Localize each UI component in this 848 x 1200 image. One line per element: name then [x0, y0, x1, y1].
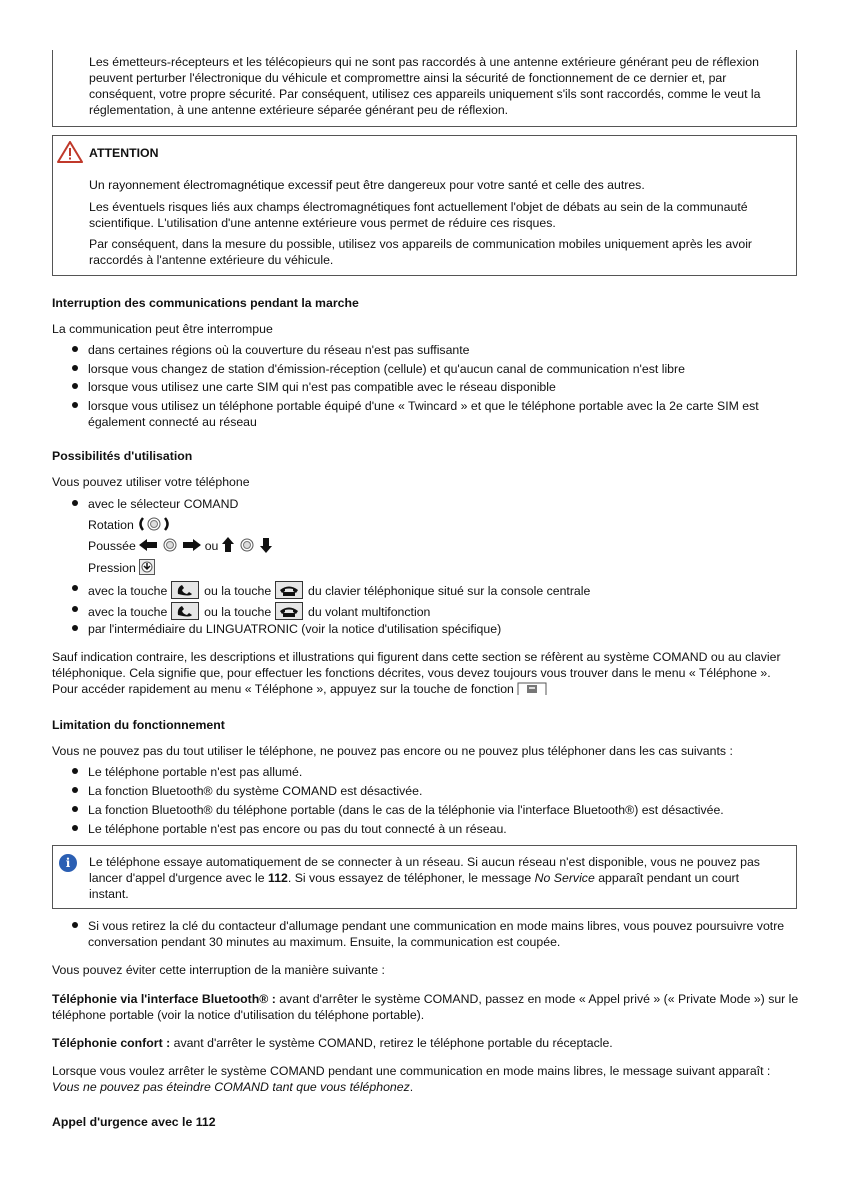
list-item: Si vous retirez la clé du contacteur d'allumage pendant une communication en mode mains libres, vous pouvez poursuivre votre conversation pendant 30 minutes au maximum. Ensuite, la communication est coupée. [88, 919, 785, 949]
list-item: lorsque vous utilisez un téléphone portable équipé d'une « Twincard » et que le téléphone portable avec la 2e carte SIM est également connecté au réseau [88, 399, 759, 429]
section-heading-possibilites: Possibilités d'utilisation [52, 449, 193, 463]
possibilites-intro: Vous pouvez utiliser votre téléphone [52, 475, 250, 489]
end-call-key-icon [275, 602, 303, 620]
top-note-text: Les émetteurs-récepteurs et les télécopieurs qui ne sont pas raccordés à une antenne extérieure générant peu de réflexion peuvent perturber l'électronique du véhicule et compromettre ainsi la sécurité de fonctionnement de ce dernier et, par conséquent, votre propre sécurité. Par conséquent, utilisez ces appareils uniquement s'ils sont raccordés, comme le veut la réglementation, à une antenne extérieure séparée générant peu de réflexion. [89, 55, 761, 117]
controller-rotate-icon [137, 516, 171, 532]
top-note-box [52, 50, 797, 127]
bullet [72, 787, 78, 793]
info-icon: i [59, 854, 77, 872]
comfort-paragraph: Téléphonie confort : avant d'arrêter le système COMAND, retirez le téléphone portable du réceptacle. [52, 1036, 613, 1050]
phone-function-key-icon [517, 682, 547, 696]
list-item [88, 602, 800, 620]
section-heading-interruption: Interruption des communications pendant la marche [52, 296, 359, 310]
bullet [72, 402, 78, 408]
bullet [72, 806, 78, 812]
poussee-label: Poussée [88, 539, 136, 553]
comfort-label: Téléphonie confort : [52, 1036, 171, 1050]
bullet [72, 585, 78, 591]
bullet [72, 365, 78, 371]
bullet [72, 922, 78, 928]
rotation-line [88, 516, 800, 533]
item-text: avec la touche [88, 605, 168, 619]
attention-box [52, 135, 797, 276]
controller-slide-up-down-icon [222, 537, 272, 553]
bullet [72, 825, 78, 831]
bullet [72, 383, 78, 389]
rotation-label: Rotation [88, 518, 134, 532]
pression-line [88, 559, 800, 576]
bullet [72, 625, 78, 631]
pression-label: Pression [88, 561, 136, 575]
list-item: La fonction Bluetooth® du téléphone portable (dans le cas de la téléphonie via l'interface Bluetooth®) est désactivée. [88, 803, 724, 817]
controller-slide-left-right-icon [139, 537, 201, 553]
list-item: avec le sélecteur COMAND [88, 497, 239, 511]
list-item: La fonction Bluetooth® du système COMAND est désactivée. [88, 784, 423, 798]
paragraph-text: Sauf indication contraire, les descriptions et illustrations qui figurent dans cette section se réfèrent au système COMAND ou au clavier téléphonique. Cela signifie que, pour effectuer les fonctions décrites, vous devez toujours vous trouver dans le menu « Téléphone ». Pour accéder rapidement au menu « Téléphone », appuyez sur la touche de fonction [52, 650, 781, 696]
warning-triangle-icon [57, 141, 83, 163]
list-item: Le téléphone portable n'est pas encore ou pas du tout connecté à un réseau. [88, 822, 507, 836]
interruption-intro: La communication peut être interrompue [52, 322, 273, 336]
bluetooth-label: Téléphonie via l'interface Bluetooth® : [52, 992, 276, 1006]
bullet [72, 346, 78, 352]
stop-message: Vous ne pouvez pas éteindre COMAND tant que vous téléphonez [52, 1080, 410, 1094]
call-key-icon [171, 581, 199, 599]
info-text: Le téléphone essaye automatiquement de se connecter à un réseau. Si aucun réseau n'est disponible, vous ne pouvez pas lancer d'appel d'urgence avec le 112. Si vous essayez de téléphoner, le message No Service apparaît pendant un court instant. [89, 855, 760, 901]
attention-paragraph: Par conséquent, dans la mesure du possible, utilisez vos appareils de communication mobiles uniquement après les avoir raccordés à l'antenne extérieure du véhicule. [89, 237, 753, 267]
list-item [88, 581, 800, 599]
item-text: du clavier téléphonique situé sur la console centrale [308, 584, 591, 598]
limitation-intro: Vous ne pouvez pas du tout utiliser le téléphone, ne pouvez pas encore ou ne pouvez plus téléphoner dans les cas suivants : [52, 744, 733, 758]
item-text: avec la touche [88, 584, 168, 598]
attention-paragraph: Les éventuels risques liés aux champs électromagnétiques font actuellement l'objet de débats au sein de la communauté scientifique. L'utilisation d'une antenne extérieure vous permet de réduire ces risques. [89, 200, 748, 230]
bullet [72, 500, 78, 506]
list-item: lorsque vous changez de station d'émission-réception (cellule) et qu'aucun canal de communication n'est libre [88, 362, 685, 376]
stop-paragraph: Lorsque vous voulez arrêter le système COMAND pendant une communication en mode mains libres, le message suivant apparaît : Vous ne pouvez pas éteindre COMAND tant que vous téléphonez. [52, 1064, 771, 1094]
list-item: lorsque vous utilisez une carte SIM qui n'est pas compatible avec le réseau disponible [88, 380, 556, 394]
controller-press-icon [139, 559, 155, 575]
end-call-key-icon [275, 581, 303, 599]
list-item: par l'intermédiaire du LINGUATRONIC (voir la notice d'utilisation spécifique) [88, 622, 502, 636]
poussee-line [88, 537, 800, 554]
item-text: ou la touche [204, 605, 272, 619]
info-box [52, 845, 797, 909]
attention-paragraph: Un rayonnement électromagnétique excessif peut être dangereux pour votre santé et celle des autres. [89, 178, 645, 192]
attention-title: ATTENTION [89, 146, 159, 160]
no-service-message: No Service [534, 871, 595, 885]
item-text: du volant multifonction [308, 605, 431, 619]
section-heading-urgence: Appel d'urgence avec le 112 [52, 1115, 216, 1129]
bullet [72, 768, 78, 774]
list-item: Le téléphone portable n'est pas allumé. [88, 765, 303, 779]
bullet [72, 606, 78, 612]
avoid-text: Vous pouvez éviter cette interruption de la manière suivante : [52, 963, 385, 977]
possibilites-paragraph [52, 649, 800, 697]
emergency-number: 112 [268, 871, 288, 885]
item-text: ou la touche [204, 584, 272, 598]
ou-label: ou [204, 539, 219, 553]
call-key-icon [171, 602, 199, 620]
list-item: dans certaines régions où la couverture du réseau n'est pas suffisante [88, 343, 470, 357]
bluetooth-paragraph: Téléphonie via l'interface Bluetooth® : avant d'arrêter le système COMAND, passez en mode « Appel privé » (« Private Mode ») sur le téléphone portable (voir la notice d'utilisation du téléphone portable). [52, 992, 799, 1022]
section-heading-limitation: Limitation du fonctionnement [52, 718, 225, 732]
